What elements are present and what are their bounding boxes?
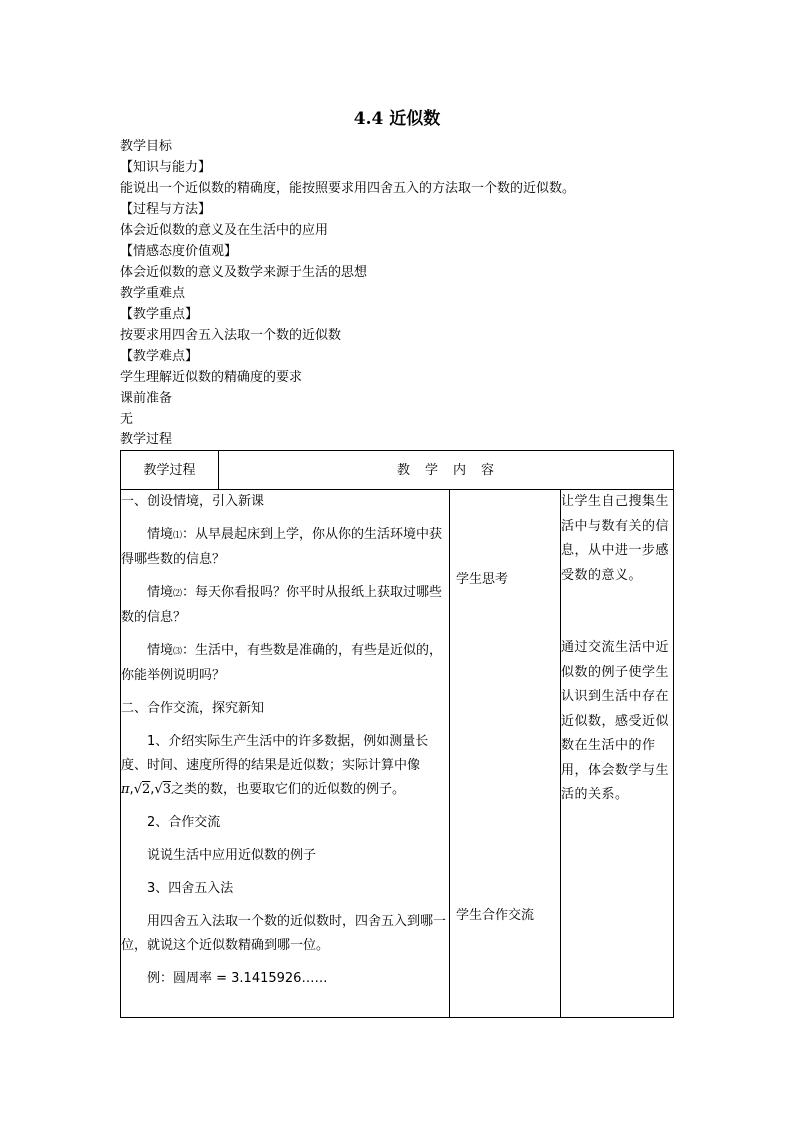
heading-preparation: 课前准备 [120, 391, 173, 406]
goal-attitude-text: 体会近似数的意义及数学来源于生活的思想 [120, 265, 368, 280]
difficulty-text: 学生理解近似数的精确度的要求 [120, 370, 303, 385]
design-intent-cell [561, 490, 674, 1018]
example-text: 例：圆周率 = 3.1415926…… [147, 971, 328, 986]
student-activity-2: 学生合作交流 [456, 908, 535, 923]
student-activity-cell [450, 490, 561, 1018]
pi-symbol: π [121, 782, 130, 797]
subheading-process: 【过程与方法】 [120, 202, 212, 217]
point-2-heading: 2、合作交流 [147, 815, 221, 830]
student-activity-1: 学生思考 [456, 572, 509, 587]
subheading-attitude: 【情感态度价值观】 [120, 244, 238, 259]
table-row [121, 490, 674, 1018]
subheading-key-point: 【教学重点】 [120, 307, 199, 322]
teaching-process-table [120, 450, 674, 1018]
page-title: 4.4 近似数 [353, 109, 441, 129]
point-3-heading: 3、四舍五入法 [147, 881, 234, 896]
sqrt-3: √3 [154, 782, 171, 797]
subheading-knowledge: 【知识与能力】 [120, 160, 212, 175]
table-header-row [121, 451, 674, 490]
heading-teaching-process: 教学过程 [120, 432, 173, 447]
preparation-text: 无 [120, 412, 134, 427]
header-content: 教 学 内 容 [219, 451, 674, 490]
point-3-text: 用四舍五入法取一个数的近似数时，四舍五入到哪一位，就说这个近似数精确到哪一位。 [121, 914, 447, 953]
point-1-text: 1、介绍实际生产生活中的许多数据，例如测量长度、时间、速度所得的结果是近似数；实际计算中像π,√2,√3之类的数，也要取它们的近似数的例子。 [121, 734, 429, 797]
section-2-heading: 二、合作交流，探究新知 [121, 701, 265, 716]
goal-process-text: 体会近似数的意义及在生活中的应用 [120, 223, 329, 238]
point-2-text: 说说生活中应用近似数的例子 [147, 848, 317, 863]
section-1-heading: 一、创设情境，引入新课 [121, 494, 265, 509]
heading-teaching-goals: 教学目标 [120, 139, 173, 154]
key-point-text: 按要求用四舍五入法取一个数的近似数 [120, 328, 342, 343]
scenario-3: 情境⑶：生活中，有些数是准确的，有些是近似的，你能举例说明吗？ [121, 643, 443, 683]
design-intent-2: 通过交流生活中近似数的例子使学生认识到生活中存在近似数，感受近似数在生活中的作用，体会数学与生活的关系。 [561, 640, 670, 802]
content-cell [121, 490, 450, 1018]
goal-knowledge-text: 能说出一个近似数的精确度，能按照要求用四舍五入的方法取一个数的近似数。 [120, 181, 576, 196]
scenario-2: 情境⑵：每天你看报吗？你平时从报纸上获取过哪些数的信息？ [121, 585, 443, 625]
sqrt-2: √2 [133, 782, 151, 797]
subheading-difficulty: 【教学难点】 [120, 349, 199, 364]
header-process: 教学过程 [121, 451, 219, 490]
scenario-1: 情境⑴：从早晨起床到上学，你从你的生活环境中获得哪些数的信息？ [121, 527, 443, 567]
design-intent-1: 让学生自己搜集生活中与数有关的信息，从中进一步感受数的意义。 [561, 494, 670, 583]
heading-key-points: 教学重难点 [120, 286, 186, 301]
